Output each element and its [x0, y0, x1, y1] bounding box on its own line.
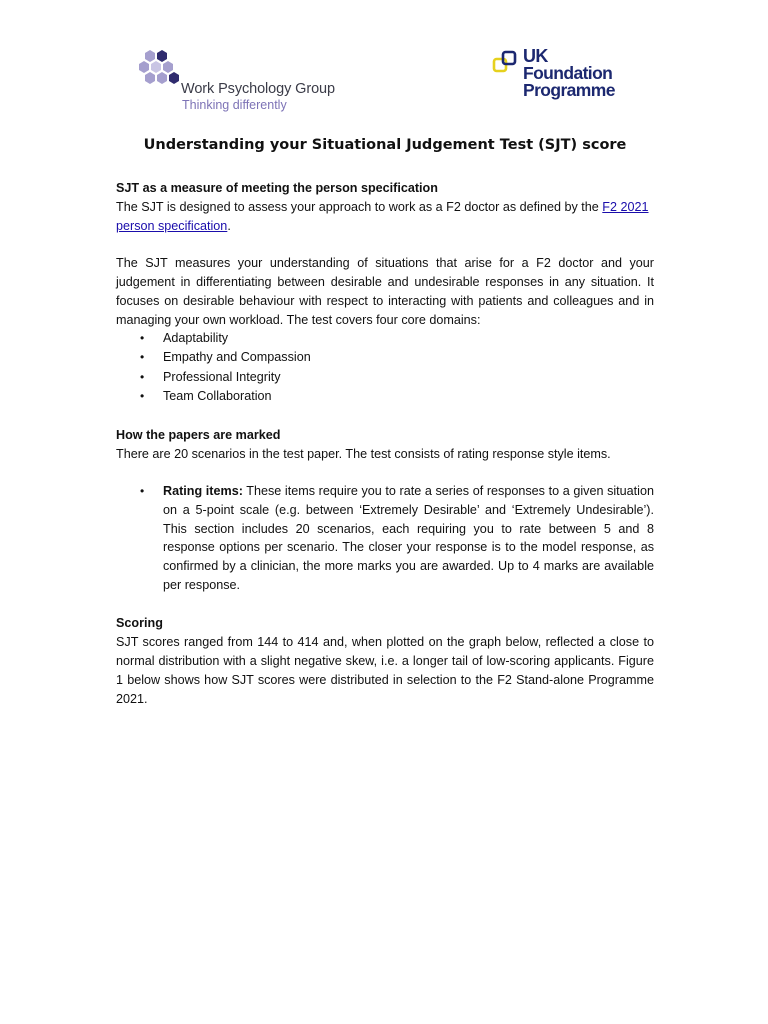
- person-spec-text: The SJT is designed to assess your approach to work as a F2 doctor as defined by the: [116, 199, 599, 214]
- section-person-spec: [116, 179, 654, 236]
- section-heading-person-spec: SJT as a measure of meeting the person specification: [116, 181, 438, 195]
- rating-items-bullet: [116, 482, 654, 595]
- wpg-logo-tagline: Thinking differently: [182, 98, 287, 112]
- person-spec-link-part1[interactable]: F2 2021: [602, 199, 649, 214]
- wpg-logo-name: Work Psychology Group: [181, 81, 335, 97]
- section-marking: [116, 426, 654, 464]
- list-item: • Empathy and Compassion: [116, 348, 654, 367]
- list-item: • Team Collaboration: [116, 387, 654, 406]
- rating-items-text: These items require you to rate a series of responses to a given situation on a 5-point scale (e.g. between ‘Extremely Desirable’ and ‘Extremely Undesirable’). This section includes 20 scenarios, each requiring you to rate between 5 and 8 response options per scenario. The closer your response is to the model response, as confirmed by a clinician, the more marks you are awarded. Up to 4 marks are available per response.: [163, 484, 654, 592]
- core-domains-list: [116, 329, 654, 407]
- ukfp-logo-line3: Programme: [523, 80, 615, 100]
- rating-items-body: [163, 482, 654, 595]
- ukfp-logo-line2: Foundation: [523, 63, 613, 83]
- person-spec-period: .: [227, 218, 231, 233]
- marking-paragraph: There are 20 scenarios in the test paper. The test consists of rating response style items.: [116, 446, 611, 461]
- ukfp-logo: [492, 48, 652, 106]
- rating-items-label: Rating items:: [163, 484, 243, 498]
- section-scoring: [116, 614, 654, 709]
- ukfp-squares-icon: [492, 50, 522, 76]
- list-item: • Professional Integrity: [116, 368, 654, 387]
- section-heading-scoring: Scoring: [116, 616, 163, 630]
- section-heading-marking: How the papers are marked: [116, 428, 281, 442]
- bullet-icon: •: [140, 484, 145, 498]
- page-title: Understanding your Situational Judgement Test (SJT) score: [143, 137, 627, 153]
- list-item: • Adaptability: [116, 329, 654, 348]
- person-spec-paragraph: [116, 198, 654, 236]
- wpg-logo: [136, 48, 366, 118]
- ukfp-logo-line1: UK: [523, 46, 548, 66]
- scoring-paragraph: SJT scores ranged from 144 to 414 and, when plotted on the graph below, reflected a close to normal distribution with a slight negative skew, i.e. a longer tail of low-scoring applicants. Figure 1 below shows how SJT scores were distributed in selection to the F2 Stand-alone Programme 2021.: [116, 634, 654, 706]
- hexagon-cluster-icon: [136, 48, 184, 92]
- person-spec-link-part2[interactable]: person specification: [116, 218, 228, 233]
- sjt-measures-paragraph: The SJT measures your understanding of situations that arise for a F2 doctor and your judgement in differentiating between desirable and undesirable responses in any situation. It focuses on desirable behaviour with respect to interacting with patients and colleagues and in managing your own workload. The test covers four core domains:: [116, 256, 654, 327]
